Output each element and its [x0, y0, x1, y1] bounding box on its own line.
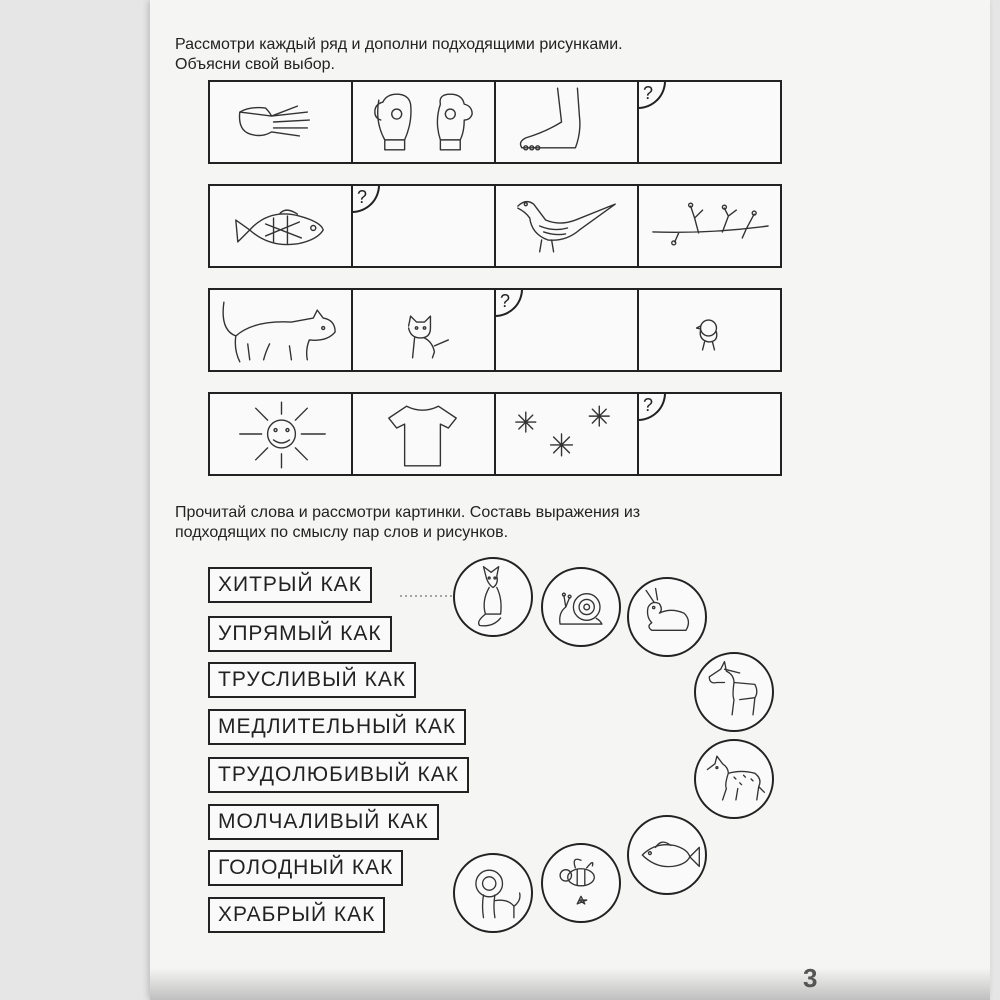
task1-instruction-line1: Рассмотри каждый ряд и дополни подходящими рисунками. — [175, 36, 623, 53]
question-mark-badge: ? — [495, 289, 523, 317]
snowflakes-picture — [496, 394, 639, 474]
phrase-box[interactable]: МЕДЛИТЕЛЬНЫЙ КАК — [208, 709, 466, 745]
phrase-box[interactable]: ГОЛОДНЫЙ КАК — [208, 850, 403, 886]
question-mark-badge: ? — [638, 81, 666, 109]
example-connector-line — [400, 590, 460, 610]
question-mark-badge: ? — [638, 393, 666, 421]
fish-circle[interactable] — [627, 815, 707, 895]
empty-answer-cell[interactable] — [639, 394, 780, 474]
picture-row-2 — [208, 184, 782, 268]
snail-circle[interactable] — [541, 567, 621, 647]
mittens-picture — [353, 82, 496, 162]
cat-picture — [210, 290, 353, 370]
task2-instruction-line2: подходящих по смыслу пар слов и рисунков. — [175, 524, 509, 541]
cuckoo-bird-picture — [496, 186, 639, 266]
page-number: 3 — [803, 963, 818, 993]
picture-row-1 — [208, 80, 782, 164]
phrase-box[interactable]: МОЛЧАЛИВЫЙ КАК — [208, 804, 439, 840]
t-shirt-picture — [353, 394, 496, 474]
sun-picture — [210, 394, 353, 474]
wolf-circle[interactable] — [694, 739, 774, 819]
picture-row-3 — [208, 288, 782, 372]
picture-row-4 — [208, 392, 782, 476]
hand-picture — [210, 82, 353, 162]
phrase-box[interactable]: ТРУДОЛЮБИВЫЙ КАК — [208, 757, 469, 793]
phrase-box[interactable]: ХРАБРЫЙ КАК — [208, 897, 385, 933]
lion-circle[interactable] — [453, 853, 533, 933]
kitten-picture — [353, 290, 496, 370]
task1-instruction-line2: Объясни свой выбор. — [175, 56, 335, 73]
rabbit-circle[interactable] — [627, 577, 707, 657]
twig-picture — [639, 186, 780, 266]
question-mark-badge: ? — [352, 185, 380, 213]
phrase-box[interactable]: УПРЯМЫЙ КАК — [208, 616, 392, 652]
fox-circle[interactable] — [453, 557, 533, 637]
phrase-box[interactable]: ХИТРЫЙ КАК — [208, 567, 372, 603]
task2-instruction-line1: Прочитай слова и рассмотри картинки. Составь выражения из — [175, 504, 641, 521]
phrase-box[interactable]: ТРУСЛИВЫЙ КАК — [208, 662, 416, 698]
empty-answer-cell[interactable] — [353, 186, 496, 266]
fish-picture — [210, 186, 353, 266]
page-bottom-edge — [150, 968, 990, 1000]
foot-picture — [496, 82, 639, 162]
empty-answer-cell[interactable] — [496, 290, 639, 370]
donkey-circle[interactable] — [694, 652, 774, 732]
bee-circle[interactable] — [541, 843, 621, 923]
empty-answer-cell[interactable] — [639, 82, 780, 162]
chick-picture — [639, 290, 780, 370]
